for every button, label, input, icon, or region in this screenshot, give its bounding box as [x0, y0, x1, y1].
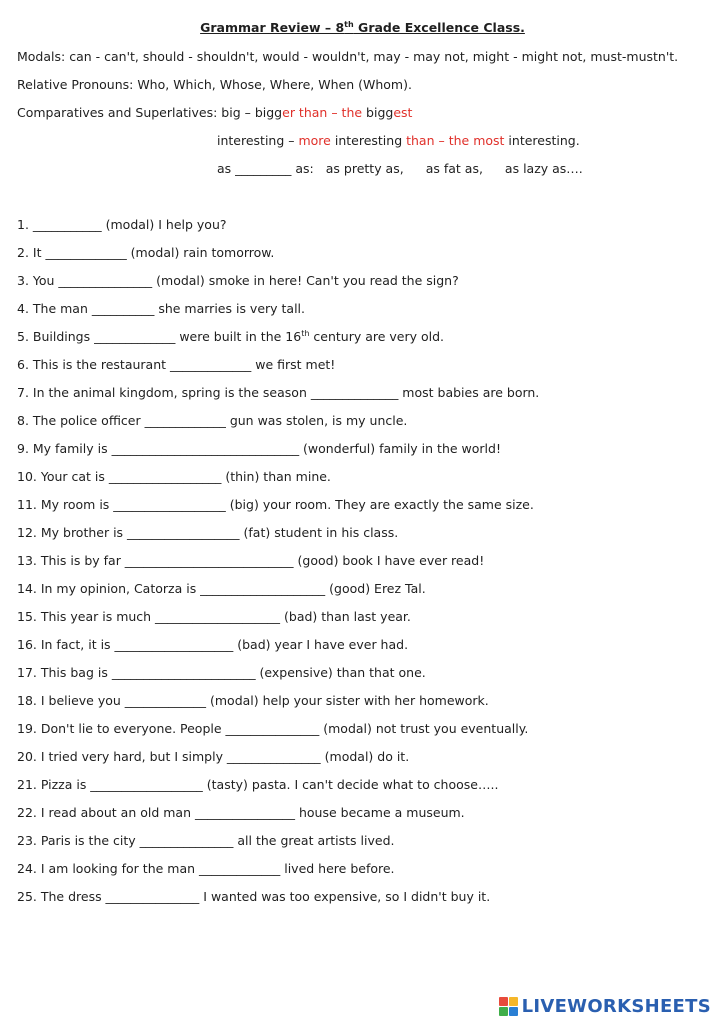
exercise-item: 4. The man __________ she marries is very tall.: [17, 301, 306, 316]
exercise-item: 9. My family is ______________________________ (wonderful) family in the world!: [17, 441, 501, 456]
exercise-item: 3. You _______________ (modal) smoke in here! Can't you read the sign?: [17, 273, 459, 288]
exercise-item: 11. My room is __________________ (big) your room. They are exactly the same size.: [17, 497, 534, 512]
exercise-item: 14. In my opinion, Catorza is ____________________ (good) Erez Tal.: [17, 581, 426, 596]
exercise-item: 21. Pizza is __________________ (tasty) pasta. I can't decide what to choose…..: [17, 777, 499, 792]
exercise-item: 16. In fact, it is ___________________ (bad) year I have ever had.: [17, 637, 409, 652]
logo-icon: [499, 997, 518, 1016]
liveworksheets-logo: LIVEWORKSHEETS: [499, 994, 711, 1018]
exercise-item: 12. My brother is __________________ (fat) student in his class.: [17, 525, 399, 540]
exercise-item: 20. I tried very hard, but I simply _______________ (modal) do it.: [17, 749, 410, 764]
exercise-item: 5. Buildings _____________ were built in the 16th century are very old.: [17, 329, 445, 345]
exercise-item: 18. I believe you _____________ (modal) help your sister with her homework.: [17, 693, 489, 708]
interesting-example: interesting – more interesting than – the most interesting.: [217, 133, 580, 148]
exercise-item: 2. It _____________ (modal) rain tomorrow.: [17, 245, 275, 260]
as-as-example: as _________ as: as pretty as, as fat as, as lazy as….: [217, 161, 583, 176]
comparatives-reference: Comparatives and Superlatives: big – bigger than – the biggest: [17, 105, 413, 120]
exercise-item: 1. ___________ (modal) I help you?: [17, 217, 227, 232]
modals-reference: Modals: can - can't, should - shouldn't, would - wouldn't, may - may not, might - might not, must-mustn't.: [17, 49, 679, 64]
exercise-item: 6. This is the restaurant _____________ we first met!: [17, 357, 336, 372]
exercise-item: 23. Paris is the city _______________ all the great artists lived.: [17, 833, 395, 848]
exercise-item: 22. I read about an old man ________________ house became a museum.: [17, 805, 465, 820]
relative-pronouns-reference: Relative Pronouns: Who, Which, Whose, Where, When (Whom).: [17, 77, 412, 92]
exercise-item: 25. The dress _______________ I wanted was too expensive, so I didn't buy it.: [17, 889, 491, 904]
exercise-item: 19. Don't lie to everyone. People _______________ (modal) not trust you eventually.: [17, 721, 529, 736]
exercise-item: 15. This year is much ____________________ (bad) than last year.: [17, 609, 411, 624]
exercise-item: 10. Your cat is __________________ (thin) than mine.: [17, 469, 331, 484]
exercise-item: 13. This is by far ___________________________ (good) book I have ever read!: [17, 553, 485, 568]
exercise-item: 17. This bag is _______________________ (expensive) than that one.: [17, 665, 426, 680]
exercise-item: 7. In the animal kingdom, spring is the season ______________ most babies are born.: [17, 385, 540, 400]
exercise-item: 8. The police officer _____________ gun was stolen, is my uncle.: [17, 413, 408, 428]
exercise-item: 24. I am looking for the man _____________ lived here before.: [17, 861, 395, 876]
page-title: Grammar Review – 8th Grade Excellence Class.: [200, 20, 525, 36]
